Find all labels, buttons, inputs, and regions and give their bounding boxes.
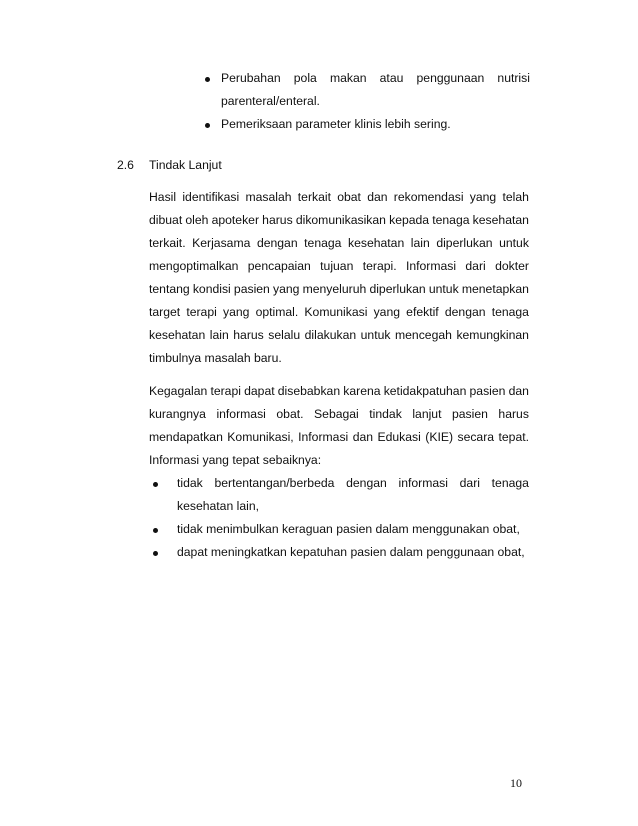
word: bertentangan/berbeda <box>214 476 335 490</box>
word: kepada <box>389 213 430 227</box>
word: identifikasi <box>182 190 240 204</box>
word: terapi. <box>362 259 397 273</box>
word: terkait. <box>149 236 186 250</box>
bullet-text-line <box>221 71 530 85</box>
word: ketidakpatuhan <box>383 384 467 398</box>
word: Informasi <box>298 430 349 444</box>
word: harus <box>233 328 264 342</box>
section-title: Tindak Lanjut <box>149 158 222 172</box>
word: menetapkan <box>461 282 529 296</box>
bullet-text-line: kesehatan lain, <box>177 499 259 513</box>
word: rekomendasi <box>393 190 464 204</box>
word: selalu <box>268 328 301 342</box>
word: untuk <box>360 328 391 342</box>
word: obat <box>337 190 361 204</box>
word: makan <box>329 71 367 85</box>
word: atau <box>379 71 404 85</box>
word: terapi <box>186 305 217 319</box>
word: harus <box>262 213 293 227</box>
word: yang <box>373 305 401 319</box>
word: informasi <box>216 407 266 421</box>
section-number: 2.6 <box>117 158 134 172</box>
word: tentang <box>149 282 190 296</box>
word: diperlukan <box>369 282 426 296</box>
word: yang <box>222 305 250 319</box>
paragraph-line <box>149 282 529 296</box>
word: untuk <box>428 282 459 296</box>
word: harus <box>498 407 529 421</box>
word: dokter <box>495 259 529 273</box>
word: lanjut <box>412 407 442 421</box>
word: apoteker <box>211 213 260 227</box>
bullet-dot <box>153 528 158 533</box>
word: dari <box>465 259 486 273</box>
word: pasien <box>233 282 270 296</box>
word: telah <box>502 190 529 204</box>
word: tidak <box>177 476 203 490</box>
word: pencapaian <box>247 259 311 273</box>
bullet-dot <box>205 77 210 82</box>
word: Perubahan <box>221 71 281 85</box>
word: disebabkan <box>277 384 341 398</box>
word: dapat <box>244 384 275 398</box>
bullet-dot <box>153 551 158 556</box>
paragraph-line: Informasi yang tepat sebaiknya: <box>149 453 322 467</box>
word: tujuan <box>320 259 354 273</box>
word: obat. <box>276 407 304 421</box>
word: dari <box>459 476 480 490</box>
word: yang <box>469 190 497 204</box>
word: dibuat <box>149 213 183 227</box>
word: menyeluruh <box>302 282 367 296</box>
word: kemungkinan <box>456 328 529 342</box>
word: Edukasi <box>377 430 421 444</box>
word: Kerjasama <box>192 236 251 250</box>
word: efektif <box>406 305 439 319</box>
word: diperlukan <box>436 236 493 250</box>
word: terkait <box>297 190 331 204</box>
word: pasien <box>469 384 506 398</box>
word: dan <box>352 430 374 444</box>
bullet-text-line: parenteral/enteral. <box>221 94 320 108</box>
word: masalah <box>245 190 292 204</box>
paragraph-line: timbulnya masalah baru. <box>149 351 282 365</box>
bullet-text-line: tidak menimbulkan keraguan pasien dalam menggunakan obat, <box>177 522 520 536</box>
word: kondisi <box>192 282 231 296</box>
word: Komunikasi <box>304 305 368 319</box>
word: (KIE) <box>425 430 454 444</box>
bullet-dot <box>205 123 210 128</box>
paragraph-line <box>149 213 529 227</box>
word: tenaga <box>432 213 470 227</box>
word: dilakukan <box>304 328 357 342</box>
word: tenaga <box>304 236 342 250</box>
word: mencegah <box>395 328 452 342</box>
paragraph-line <box>149 384 529 398</box>
paragraph-line <box>149 190 529 204</box>
paragraph-line <box>149 305 529 319</box>
word: dengan <box>346 476 387 490</box>
word: pola <box>293 71 317 85</box>
word: terapi <box>210 384 241 398</box>
word: Kegagalan <box>149 384 208 398</box>
bullet-text-line: Pemeriksaan parameter klinis lebih sering. <box>221 117 451 131</box>
bullet-dot <box>153 482 158 487</box>
word: kesehatan <box>149 328 206 342</box>
word: kurangnya <box>149 407 206 421</box>
word: dikomunikasikan <box>295 213 386 227</box>
word: dengan <box>256 236 298 250</box>
word: lain <box>209 328 229 342</box>
word: nutrisi <box>497 71 530 85</box>
word: pasien <box>451 407 488 421</box>
word: yang <box>273 282 300 296</box>
word: optimal. <box>255 305 299 319</box>
word: karena <box>343 384 381 398</box>
word: dengan <box>444 305 486 319</box>
word: mendapatkan <box>149 430 223 444</box>
paragraph-line <box>149 236 529 250</box>
paragraph-line <box>149 430 529 444</box>
word: Informasi <box>405 259 457 273</box>
word: dan <box>367 190 388 204</box>
word: informasi <box>398 476 448 490</box>
paragraph-line <box>149 259 529 273</box>
word: target <box>149 305 181 319</box>
word: Sebagai <box>314 407 359 421</box>
bullet-text-line <box>177 476 529 490</box>
word: Hasil <box>149 190 177 204</box>
word: Komunikasi, <box>227 430 294 444</box>
page-number: 10 <box>510 776 522 790</box>
word: tenaga <box>491 476 529 490</box>
word: kesehatan <box>472 213 529 227</box>
word: oleh <box>185 213 209 227</box>
word: tepat. <box>498 430 529 444</box>
paragraph-line <box>149 407 529 421</box>
word: lain <box>410 236 430 250</box>
word: tindak <box>369 407 402 421</box>
word: mengoptimalkan <box>149 259 239 273</box>
word: kesehatan <box>347 236 405 250</box>
word: tenaga <box>491 305 529 319</box>
word: dan <box>508 384 529 398</box>
bullet-text-line: dapat meningkatkan kepatuhan pasien dalam penggunaan obat, <box>177 545 525 559</box>
word: secara <box>457 430 495 444</box>
word: penggunaan <box>416 71 485 85</box>
paragraph-line <box>149 328 529 342</box>
word: untuk <box>499 236 529 250</box>
